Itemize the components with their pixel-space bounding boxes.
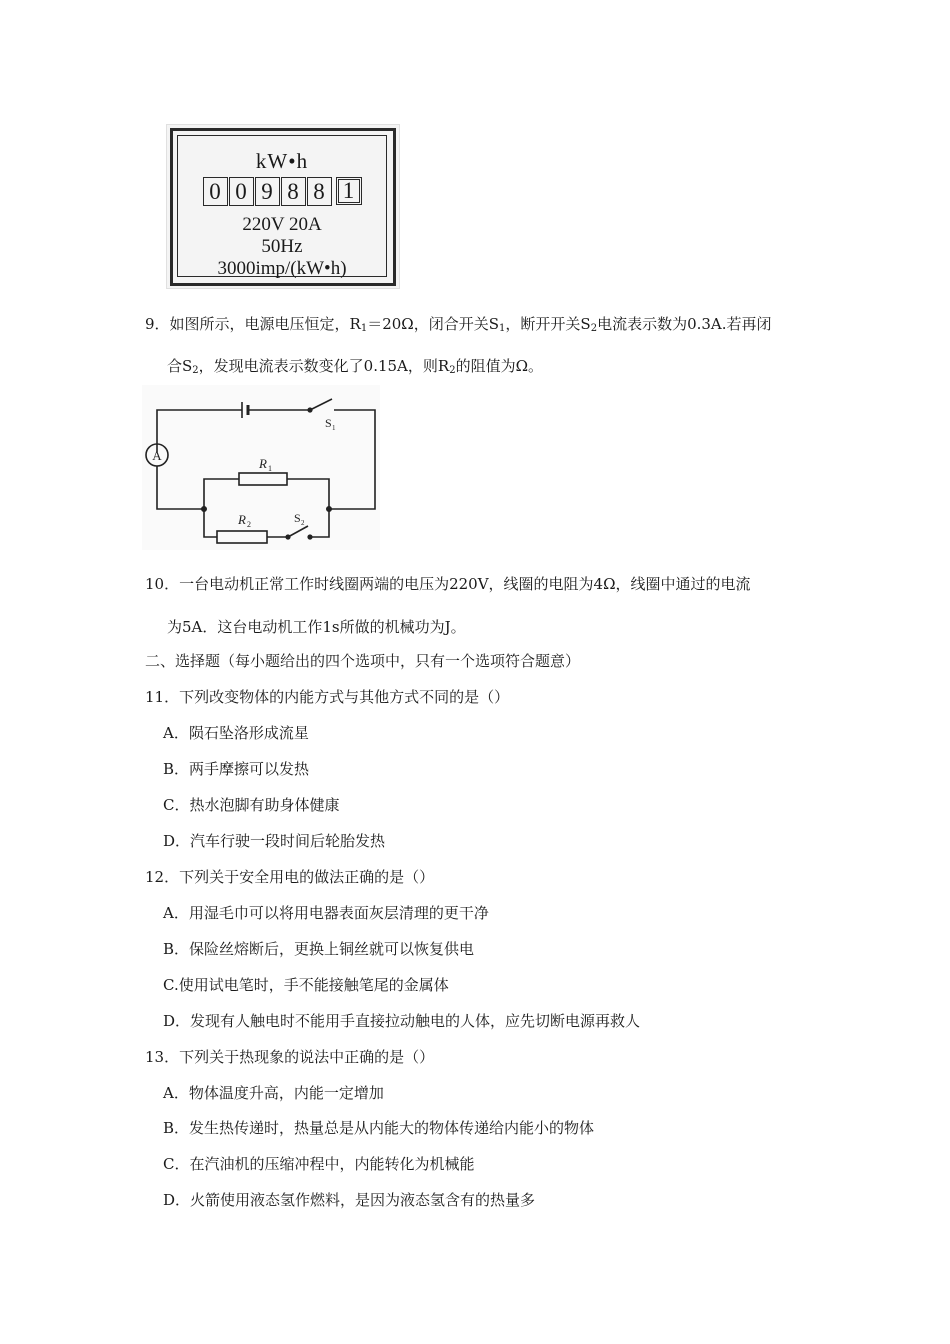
r2-subscript: 2	[247, 520, 251, 529]
switch-s1-blade	[310, 399, 332, 410]
question-text: 合S	[167, 357, 193, 375]
question-text: 电流表示数为0.3A.若再闭	[597, 315, 772, 333]
option-b: B．发生热传递时，热量总是从内能大的物体传递给内能小的物体	[163, 1119, 595, 1137]
r2-label: R	[238, 512, 246, 527]
meter-digit: 8	[281, 177, 306, 206]
option-a: A．用湿毛巾可以将用电器表面灰层清理的更干净	[163, 904, 489, 922]
wire	[157, 466, 204, 509]
resistor-r2	[217, 531, 267, 543]
subscript: 2	[192, 365, 199, 376]
meter-rating: 220V 20A	[242, 214, 322, 235]
meter-digit: 9	[255, 177, 280, 206]
meter-outer-frame	[170, 128, 396, 286]
question-12-stem: 12．下列关于安全用电的做法正确的是（）	[145, 868, 435, 886]
option-a: A．陨石坠洛形成流星	[163, 724, 309, 742]
resistor-r1	[239, 473, 287, 485]
s2-label: S	[294, 511, 301, 525]
wire	[329, 410, 375, 509]
meter-digit: 0	[203, 177, 228, 206]
meter-inner-frame	[177, 135, 387, 277]
option-c: C.使用试电笔时，手不能接触笔尾的金属体	[163, 976, 449, 994]
question-13-stem: 13．下列关于热现象的说法中正确的是（）	[145, 1048, 435, 1066]
electricity-meter-figure	[166, 124, 400, 289]
meter-digit: 8	[307, 177, 332, 206]
question-text: ，发现电流表示数变化了0.15A，则R	[198, 357, 450, 375]
option-b: B．保险丝熔断后，更换上铜丝就可以恢复供电	[163, 940, 475, 958]
question-text: 的阻值为Ω。	[455, 357, 543, 375]
option-d: D．发现有人触电时不能用手直接拉动触电的人体，应先切断电源再救人	[163, 1012, 641, 1030]
option-d: D．汽车行驶一段时间后轮胎发热	[163, 832, 386, 850]
question-11-stem: 11．下列改变物体的内能方式与其他方式不同的是（）	[145, 688, 510, 706]
question-text: ＝20Ω，闭合开关S	[367, 315, 500, 333]
question-10-line-1: 10．一台电动机正常工作时线圈两端的电压为220V，线圈的电阻为4Ω，线圈中通过的电流	[145, 575, 751, 593]
switch-s2-blade	[288, 526, 308, 537]
subscript: 1	[499, 323, 506, 334]
circuit-svg	[142, 385, 380, 550]
meter-frequency: 50Hz	[261, 236, 303, 257]
option-a: A．物体温度升高，内能一定增加	[163, 1084, 384, 1102]
s1-label: S	[325, 416, 332, 430]
switch-s2-contact	[308, 535, 312, 539]
subscript: 2	[449, 365, 456, 376]
circuit-diagram	[142, 385, 380, 550]
option-c: C．热水泡脚有助身体健康	[163, 796, 340, 814]
option-b: B．两手摩擦可以发热	[163, 760, 310, 778]
option-c: C．在汽油机的压缩冲程中，内能转化为机械能	[163, 1155, 475, 1173]
junction-left	[202, 507, 206, 511]
junction-right	[327, 507, 331, 511]
question-text: 如图所示，电源电压恒定，R	[169, 315, 361, 333]
meter-digit: 0	[229, 177, 254, 206]
wire	[204, 509, 217, 537]
meter-constant: 3000imp/(kW•h)	[217, 258, 347, 279]
question-number: 9．	[145, 315, 170, 333]
question-text: ，断开开关S	[505, 315, 591, 333]
switch-s2-pivot	[286, 535, 290, 539]
question-10-line-2: 为5A．这台电动机工作1s所做的机械功为J。	[167, 618, 466, 636]
wire	[157, 410, 242, 452]
subscript: 2	[590, 323, 598, 334]
option-d: D．火箭使用液态氢作燃料，是因为液态氢含有的热量多	[163, 1191, 536, 1209]
r1-label: R	[259, 456, 267, 471]
meter-unit: kW•h	[255, 149, 309, 173]
s2-subscript: 2	[301, 519, 305, 527]
question-9-line-1	[145, 313, 772, 334]
wire	[204, 479, 239, 509]
s1-subscript: 1	[332, 424, 336, 432]
subscript: 1	[360, 323, 368, 334]
question-9-line-2	[167, 355, 543, 376]
meter-decimal-digit: 1	[336, 177, 362, 205]
wire	[287, 479, 329, 537]
meter-digits	[178, 177, 386, 206]
section-heading: 二、选择题（每小题给出的四个选项中，只有一个选项符合题意）	[145, 652, 581, 670]
r1-subscript: 1	[268, 464, 272, 473]
switch-s1-pivot	[308, 408, 312, 412]
ammeter-label: A	[152, 448, 162, 463]
